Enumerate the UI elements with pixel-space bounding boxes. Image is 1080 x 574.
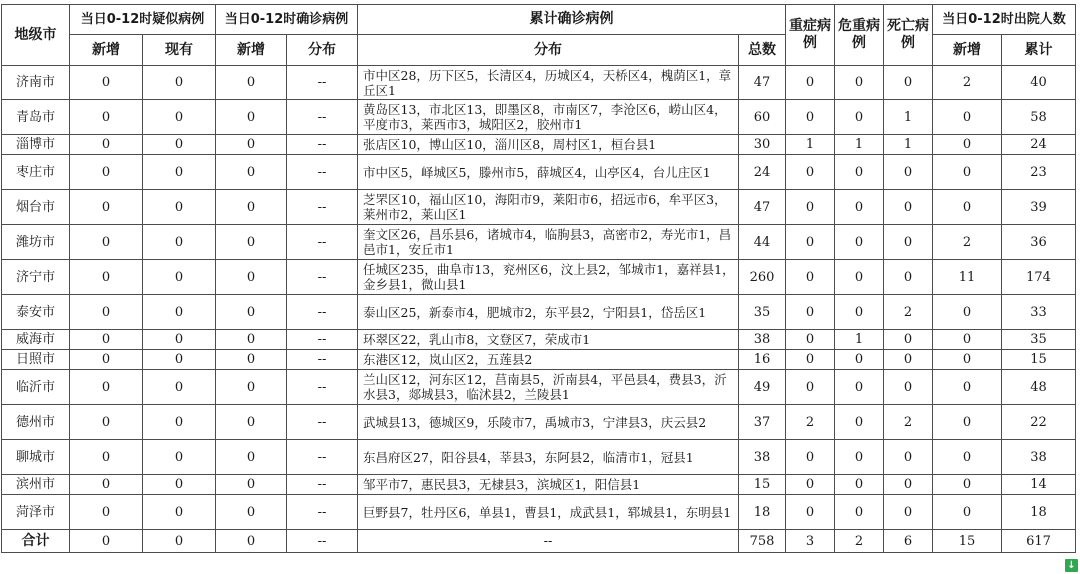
confirmed-distribution-cell: -- bbox=[287, 225, 358, 260]
confirmed-distribution-cell: -- bbox=[287, 370, 358, 405]
death-cell: 0 bbox=[884, 155, 933, 190]
suspected-existing-cell: 0 bbox=[143, 370, 216, 405]
cumulative-total-cell: 37 bbox=[739, 405, 786, 440]
severe-cell: 2 bbox=[786, 405, 835, 440]
suspected-new-cell: 0 bbox=[70, 100, 143, 135]
severe-cell: 0 bbox=[786, 155, 835, 190]
confirmed-distribution-cell: -- bbox=[287, 260, 358, 295]
confirmed-distribution-cell: -- bbox=[287, 66, 358, 100]
discharge-cumulative-cell: 23 bbox=[1002, 155, 1076, 190]
confirmed-new-cell: 0 bbox=[216, 350, 287, 370]
city-cell: 济宁市 bbox=[2, 260, 70, 295]
suspected-new-cell: 0 bbox=[70, 350, 143, 370]
discharge-new-cell: 11 bbox=[933, 260, 1002, 295]
severe-cell: 0 bbox=[786, 350, 835, 370]
confirmed-new-cell: 0 bbox=[216, 440, 287, 475]
cumulative-total-cell: 30 bbox=[739, 135, 786, 155]
table-row bbox=[2, 295, 1076, 330]
header-discharge-new: 新增 bbox=[933, 35, 1002, 66]
discharge-cumulative-cell: 174 bbox=[1002, 260, 1076, 295]
confirmed-distribution-cell: -- bbox=[287, 190, 358, 225]
death-cell: 0 bbox=[884, 330, 933, 350]
discharge-new-cell: 0 bbox=[933, 495, 1002, 530]
death-cell: 0 bbox=[884, 475, 933, 495]
discharge-cumulative-cell: 58 bbox=[1002, 100, 1076, 135]
suspected-new-cell: 0 bbox=[70, 190, 143, 225]
city-cell: 烟台市 bbox=[2, 190, 70, 225]
total-suspected-new-cell: 0 bbox=[70, 530, 143, 553]
city-cell: 青岛市 bbox=[2, 100, 70, 135]
total-discharge-new-cell: 15 bbox=[933, 530, 1002, 553]
city-cell: 聊城市 bbox=[2, 440, 70, 475]
suspected-existing-cell: 0 bbox=[143, 495, 216, 530]
cumulative-distribution-cell: 泰山区25，新泰市4，肥城市2，东平县2，宁阳县1，岱岳区1 bbox=[358, 295, 739, 330]
confirmed-new-cell: 0 bbox=[216, 405, 287, 440]
discharge-new-cell: 0 bbox=[933, 475, 1002, 495]
discharge-cumulative-cell: 40 bbox=[1002, 66, 1076, 100]
header-confirmed-new: 新增 bbox=[216, 35, 287, 66]
discharge-new-cell: 0 bbox=[933, 350, 1002, 370]
covid-case-table bbox=[1, 4, 1076, 553]
severe-cell: 0 bbox=[786, 440, 835, 475]
confirmed-distribution-cell: -- bbox=[287, 135, 358, 155]
city-cell: 泰安市 bbox=[2, 295, 70, 330]
cumulative-distribution-cell: 东昌府区27，阳谷县4，莘县3，东阿县2，临清市1，冠县1 bbox=[358, 440, 739, 475]
suspected-new-cell: 0 bbox=[70, 405, 143, 440]
critical-cell: 0 bbox=[835, 475, 884, 495]
discharge-cumulative-cell: 33 bbox=[1002, 295, 1076, 330]
table-row bbox=[2, 225, 1076, 260]
confirmed-distribution-cell: -- bbox=[287, 405, 358, 440]
table-row bbox=[2, 440, 1076, 475]
discharge-new-cell: 2 bbox=[933, 225, 1002, 260]
cumulative-distribution-cell: 张店区10，博山区10，淄川区8，周村区1，桓台县1 bbox=[358, 135, 739, 155]
header-cumulative-distribution: 分布 bbox=[358, 35, 739, 66]
city-cell: 威海市 bbox=[2, 330, 70, 350]
confirmed-new-cell: 0 bbox=[216, 475, 287, 495]
critical-cell: 0 bbox=[835, 155, 884, 190]
total-confirmed-distribution-cell: -- bbox=[287, 530, 358, 553]
city-cell: 潍坊市 bbox=[2, 225, 70, 260]
death-cell: 0 bbox=[884, 440, 933, 475]
total-label: 合计 bbox=[2, 530, 70, 553]
cumulative-total-cell: 47 bbox=[739, 190, 786, 225]
cumulative-distribution-cell: 兰山区12，河东区12，莒南县5，沂南县4，平邑县4，费县3，沂水县3，郯城县3，临沭县2，兰陵县1 bbox=[358, 370, 739, 405]
critical-cell: 0 bbox=[835, 260, 884, 295]
suspected-new-cell: 0 bbox=[70, 135, 143, 155]
critical-cell: 0 bbox=[835, 225, 884, 260]
cumulative-distribution-cell: 奎文区26，昌乐县6，诸城市4，临朐县3，高密市2，寿光市1，昌邑市1，安丘市1 bbox=[358, 225, 739, 260]
discharge-new-cell: 0 bbox=[933, 330, 1002, 350]
death-cell: 1 bbox=[884, 100, 933, 135]
confirmed-new-cell: 0 bbox=[216, 135, 287, 155]
discharge-new-cell: 0 bbox=[933, 155, 1002, 190]
cumulative-distribution-cell: 任城区235，曲阜市13，兖州区6，汶上县2，邹城市1，嘉祥县1，金乡县1，微山县1 bbox=[358, 260, 739, 295]
total-cumulative-distribution-cell: -- bbox=[358, 530, 739, 553]
cumulative-total-cell: 35 bbox=[739, 295, 786, 330]
confirmed-new-cell: 0 bbox=[216, 155, 287, 190]
cumulative-total-cell: 47 bbox=[739, 66, 786, 100]
severe-cell: 0 bbox=[786, 66, 835, 100]
severe-cell: 1 bbox=[786, 135, 835, 155]
suspected-existing-cell: 0 bbox=[143, 350, 216, 370]
total-confirmed-new-cell: 0 bbox=[216, 530, 287, 553]
death-cell: 2 bbox=[884, 295, 933, 330]
suspected-existing-cell: 0 bbox=[143, 66, 216, 100]
death-cell: 1 bbox=[884, 135, 933, 155]
death-cell: 2 bbox=[884, 405, 933, 440]
confirmed-new-cell: 0 bbox=[216, 66, 287, 100]
city-cell: 德州市 bbox=[2, 405, 70, 440]
city-cell: 日照市 bbox=[2, 350, 70, 370]
suspected-new-cell: 0 bbox=[70, 440, 143, 475]
header-discharge: 当日0-12时出院人数 bbox=[933, 5, 1076, 35]
suspected-existing-cell: 0 bbox=[143, 225, 216, 260]
discharge-new-cell: 0 bbox=[933, 405, 1002, 440]
critical-cell: 1 bbox=[835, 135, 884, 155]
total-discharge-cumulative-cell: 617 bbox=[1002, 530, 1076, 553]
table-row bbox=[2, 66, 1076, 100]
confirmed-distribution-cell: -- bbox=[287, 100, 358, 135]
suspected-existing-cell: 0 bbox=[143, 260, 216, 295]
discharge-cumulative-cell: 36 bbox=[1002, 225, 1076, 260]
suspected-existing-cell: 0 bbox=[143, 295, 216, 330]
cumulative-distribution-cell: 黄岛区13，市北区13，即墨区8，市南区7，李沧区6，崂山区4，平度市3，莱西市3，城阳区2，胶州市1 bbox=[358, 100, 739, 135]
header-suspected-new: 新增 bbox=[70, 35, 143, 66]
suspected-new-cell: 0 bbox=[70, 66, 143, 100]
cumulative-distribution-cell: 芝罘区10，福山区10，海阳市9，莱阳市6，招远市6，牟平区3，莱州市2，莱山区1 bbox=[358, 190, 739, 225]
discharge-new-cell: 2 bbox=[933, 66, 1002, 100]
suspected-existing-cell: 0 bbox=[143, 405, 216, 440]
cumulative-total-cell: 38 bbox=[739, 330, 786, 350]
suspected-existing-cell: 0 bbox=[143, 100, 216, 135]
cumulative-distribution-cell: 武城县13，德城区9，乐陵市7，禹城市3，宁津县3，庆云县2 bbox=[358, 405, 739, 440]
critical-cell: 1 bbox=[835, 330, 884, 350]
critical-cell: 0 bbox=[835, 100, 884, 135]
cumulative-total-cell: 44 bbox=[739, 225, 786, 260]
table-row bbox=[2, 135, 1076, 155]
suspected-new-cell: 0 bbox=[70, 295, 143, 330]
city-cell: 枣庄市 bbox=[2, 155, 70, 190]
confirmed-distribution-cell: -- bbox=[287, 155, 358, 190]
suspected-new-cell: 0 bbox=[70, 495, 143, 530]
critical-cell: 0 bbox=[835, 66, 884, 100]
cumulative-total-cell: 24 bbox=[739, 155, 786, 190]
table-row bbox=[2, 155, 1076, 190]
table-row bbox=[2, 370, 1076, 405]
cumulative-distribution-cell: 邹平市7，惠民县3，无棣县3，滨城区1，阳信县1 bbox=[358, 475, 739, 495]
city-cell: 菏泽市 bbox=[2, 495, 70, 530]
suspected-existing-cell: 0 bbox=[143, 135, 216, 155]
cumulative-distribution-cell: 东港区12，岚山区2，五莲县2 bbox=[358, 350, 739, 370]
discharge-cumulative-cell: 14 bbox=[1002, 475, 1076, 495]
critical-cell: 0 bbox=[835, 190, 884, 225]
severe-cell: 0 bbox=[786, 260, 835, 295]
table-row bbox=[2, 475, 1076, 495]
total-death-cell: 6 bbox=[884, 530, 933, 553]
header-confirmed-today: 当日0-12时确诊病例 bbox=[216, 5, 358, 35]
table-row bbox=[2, 100, 1076, 135]
header-suspected-existing: 现有 bbox=[143, 35, 216, 66]
critical-cell: 0 bbox=[835, 350, 884, 370]
discharge-cumulative-cell: 24 bbox=[1002, 135, 1076, 155]
discharge-new-cell: 0 bbox=[933, 100, 1002, 135]
cumulative-distribution-cell: 巨野县7，牡丹区6，单县1，曹县1，成武县1，郓城县1，东明县1 bbox=[358, 495, 739, 530]
confirmed-new-cell: 0 bbox=[216, 330, 287, 350]
header-severe: 重症病例 bbox=[786, 5, 835, 66]
suspected-existing-cell: 0 bbox=[143, 155, 216, 190]
total-critical-cell: 2 bbox=[835, 530, 884, 553]
confirmed-new-cell: 0 bbox=[216, 495, 287, 530]
cumulative-total-cell: 49 bbox=[739, 370, 786, 405]
severe-cell: 0 bbox=[786, 295, 835, 330]
table-row bbox=[2, 350, 1076, 370]
death-cell: 0 bbox=[884, 370, 933, 405]
suspected-new-cell: 0 bbox=[70, 260, 143, 295]
header-critical: 危重病例 bbox=[835, 5, 884, 66]
cumulative-total-cell: 18 bbox=[739, 495, 786, 530]
city-cell: 济南市 bbox=[2, 66, 70, 100]
death-cell: 0 bbox=[884, 495, 933, 530]
cumulative-total-cell: 15 bbox=[739, 475, 786, 495]
table-row bbox=[2, 495, 1076, 530]
suspected-new-cell: 0 bbox=[70, 475, 143, 495]
suspected-existing-cell: 0 bbox=[143, 330, 216, 350]
discharge-cumulative-cell: 18 bbox=[1002, 495, 1076, 530]
table-row bbox=[2, 330, 1076, 350]
severe-cell: 0 bbox=[786, 190, 835, 225]
discharge-cumulative-cell: 48 bbox=[1002, 370, 1076, 405]
city-cell: 临沂市 bbox=[2, 370, 70, 405]
cumulative-total-cell: 60 bbox=[739, 100, 786, 135]
suspected-new-cell: 0 bbox=[70, 370, 143, 405]
suspected-existing-cell: 0 bbox=[143, 440, 216, 475]
suspected-new-cell: 0 bbox=[70, 155, 143, 190]
header-cumulative-confirmed: 累计确诊病例 bbox=[358, 5, 786, 35]
confirmed-distribution-cell: -- bbox=[287, 330, 358, 350]
total-severe-cell: 3 bbox=[786, 530, 835, 553]
critical-cell: 0 bbox=[835, 295, 884, 330]
header-discharge-cumulative: 累计 bbox=[1002, 35, 1076, 66]
header-death: 死亡病例 bbox=[884, 5, 933, 66]
expand-icon[interactable]: ↓ bbox=[1065, 559, 1078, 572]
header-city: 地级市 bbox=[2, 5, 70, 66]
table-row bbox=[2, 190, 1076, 225]
death-cell: 0 bbox=[884, 350, 933, 370]
death-cell: 0 bbox=[884, 66, 933, 100]
discharge-cumulative-cell: 22 bbox=[1002, 405, 1076, 440]
confirmed-distribution-cell: -- bbox=[287, 495, 358, 530]
header-confirmed-distribution: 分布 bbox=[287, 35, 358, 66]
total-row bbox=[2, 530, 1076, 553]
confirmed-distribution-cell: -- bbox=[287, 295, 358, 330]
confirmed-distribution-cell: -- bbox=[287, 475, 358, 495]
suspected-new-cell: 0 bbox=[70, 330, 143, 350]
confirmed-distribution-cell: -- bbox=[287, 350, 358, 370]
confirmed-new-cell: 0 bbox=[216, 370, 287, 405]
city-cell: 淄博市 bbox=[2, 135, 70, 155]
critical-cell: 0 bbox=[835, 370, 884, 405]
suspected-existing-cell: 0 bbox=[143, 475, 216, 495]
severe-cell: 0 bbox=[786, 475, 835, 495]
critical-cell: 0 bbox=[835, 495, 884, 530]
discharge-cumulative-cell: 39 bbox=[1002, 190, 1076, 225]
suspected-existing-cell: 0 bbox=[143, 190, 216, 225]
discharge-cumulative-cell: 35 bbox=[1002, 330, 1076, 350]
severe-cell: 0 bbox=[786, 330, 835, 350]
confirmed-new-cell: 0 bbox=[216, 190, 287, 225]
cumulative-distribution-cell: 环翠区22，乳山市8，文登区7，荣成市1 bbox=[358, 330, 739, 350]
city-cell: 滨州市 bbox=[2, 475, 70, 495]
cumulative-total-cell: 16 bbox=[739, 350, 786, 370]
death-cell: 0 bbox=[884, 260, 933, 295]
severe-cell: 0 bbox=[786, 370, 835, 405]
severe-cell: 0 bbox=[786, 495, 835, 530]
table-row bbox=[2, 260, 1076, 295]
discharge-new-cell: 0 bbox=[933, 370, 1002, 405]
header-cumulative-total: 总数 bbox=[739, 35, 786, 66]
table-row bbox=[2, 405, 1076, 440]
discharge-new-cell: 0 bbox=[933, 440, 1002, 475]
cumulative-total-cell: 260 bbox=[739, 260, 786, 295]
critical-cell: 0 bbox=[835, 440, 884, 475]
severe-cell: 0 bbox=[786, 225, 835, 260]
total-suspected-existing-cell: 0 bbox=[143, 530, 216, 553]
severe-cell: 0 bbox=[786, 100, 835, 135]
discharge-new-cell: 0 bbox=[933, 190, 1002, 225]
discharge-cumulative-cell: 15 bbox=[1002, 350, 1076, 370]
critical-cell: 0 bbox=[835, 405, 884, 440]
confirmed-distribution-cell: -- bbox=[287, 440, 358, 475]
cumulative-distribution-cell: 市中区5，峄城区5，滕州市5，薛城区4，山亭区4，台儿庄区1 bbox=[358, 155, 739, 190]
cumulative-distribution-cell: 市中区28，历下区5，长清区4，历城区4，天桥区4，槐荫区1，章丘区1 bbox=[358, 66, 739, 100]
suspected-new-cell: 0 bbox=[70, 225, 143, 260]
death-cell: 0 bbox=[884, 190, 933, 225]
header-suspected: 当日0-12时疑似病例 bbox=[70, 5, 216, 35]
confirmed-new-cell: 0 bbox=[216, 100, 287, 135]
discharge-new-cell: 0 bbox=[933, 295, 1002, 330]
confirmed-new-cell: 0 bbox=[216, 225, 287, 260]
discharge-cumulative-cell: 38 bbox=[1002, 440, 1076, 475]
confirmed-new-cell: 0 bbox=[216, 295, 287, 330]
total-cumulative-total-cell: 758 bbox=[739, 530, 786, 553]
confirmed-new-cell: 0 bbox=[216, 260, 287, 295]
cumulative-total-cell: 38 bbox=[739, 440, 786, 475]
death-cell: 0 bbox=[884, 225, 933, 260]
discharge-new-cell: 0 bbox=[933, 135, 1002, 155]
